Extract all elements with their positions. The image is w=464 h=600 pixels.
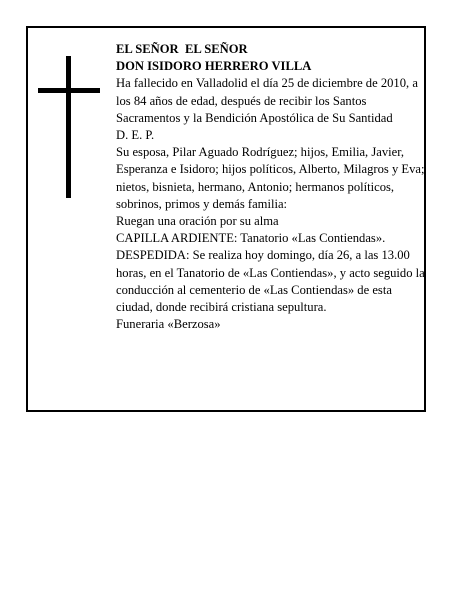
cross-icon: [38, 56, 100, 198]
farewell-info: DESPEDIDA: Se realiza hoy domingo, día 26, a las 13.00 horas, en el Tanatorio de «Las Contiendas», y acto seguido la conducción al cementerio de «Las Contiendas» de esta ciudad, donde recibirá cristiana sepultura.: [116, 248, 425, 315]
notice-heading-line1: EL SEÑOR EL SEÑOR: [116, 42, 248, 56]
rest-in-peace: D. E. P.: [116, 128, 155, 143]
prayer-request: Ruegan una oración por su alma: [116, 214, 279, 229]
chapel-info: CAPILLA ARDIENTE: Tanatorio «Las Contiendas».: [116, 231, 386, 246]
cross-vertical-bar: [66, 56, 71, 198]
death-announcement: Ha fallecido en Valladolid el día 25 de diciembre de 2010, a los 84 años de edad, después de recibir los Santos Sacramentos y la Bendición Apostólica de Su Santidad: [116, 76, 418, 125]
deceased-name: DON ISIDORO HERRERO VILLA: [116, 59, 312, 74]
family-list: Su esposa, Pilar Aguado Rodríguez; hijos, Emilia, Javier, Esperanza e Isidoro; hijos políticos, Alberto, Milagros y Eva; nietos, bisnieta, hermano, Antonio; hermanos políticos, sobrinos, primos y demás familia:: [116, 145, 425, 211]
obituary-notice: [26, 26, 426, 412]
funeral-home: Funeraria «Berzosa»: [116, 317, 221, 332]
notice-text: [116, 41, 428, 333]
cross-horizontal-bar: [38, 88, 100, 93]
